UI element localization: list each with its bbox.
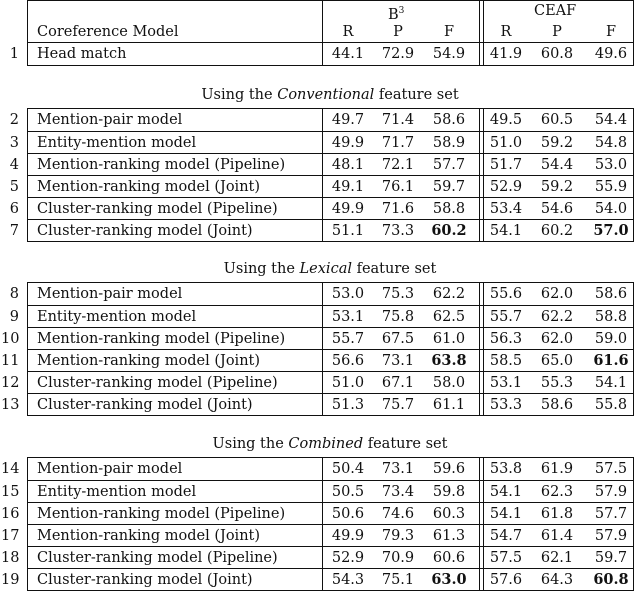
- score-cell: 55.3: [540, 375, 574, 391]
- b3-label: B: [388, 6, 399, 23]
- row-number: 7: [9, 223, 19, 239]
- table-row: [1, 393, 633, 415]
- results-block: [1, 282, 634, 416]
- b3-superscript: 3: [398, 6, 405, 16]
- score-cell: 55.7: [489, 309, 523, 325]
- title-feature-set: Lexical: [299, 261, 352, 277]
- score-cell: 65.0: [540, 353, 574, 369]
- model-name: Mention-ranking model (Joint): [37, 353, 261, 369]
- table-row: [9, 131, 633, 153]
- score-cell: 58.5: [489, 353, 523, 369]
- model-name: Entity-mention model: [37, 135, 197, 151]
- score-cell: 75.8: [381, 309, 415, 325]
- row-number: 18: [1, 550, 20, 566]
- score-cell: 61.0: [432, 331, 466, 347]
- score-cell: 53.8: [489, 461, 523, 477]
- score-cell: 55.8: [594, 397, 628, 413]
- score-cell: 49.9: [331, 135, 365, 151]
- score-cell: 58.8: [594, 309, 628, 325]
- model-name: Mention-pair model: [37, 461, 183, 477]
- score-cell: 54.4: [540, 157, 574, 173]
- score-cell: 73.1: [381, 353, 415, 369]
- score-cell: 62.2: [432, 286, 466, 302]
- row-number: 6: [9, 201, 19, 217]
- model-name: Cluster-ranking model (Pipeline): [37, 550, 278, 566]
- score-cell: 62.5: [432, 309, 466, 325]
- score-cell: 60.6: [432, 550, 466, 566]
- model-name: Mention-ranking model (Pipeline): [37, 331, 286, 347]
- col-header: F: [605, 24, 617, 40]
- score-cell: 54.4: [594, 112, 628, 128]
- score-cell: 58.6: [540, 397, 574, 413]
- ceaf-header: CEAF: [534, 3, 577, 19]
- score-cell: 52.9: [331, 550, 365, 566]
- score-cell: 56.3: [489, 331, 523, 347]
- score-cell: 53.1: [331, 309, 365, 325]
- score-cell: 51.0: [331, 375, 365, 391]
- score-cell: 64.3: [540, 572, 574, 588]
- section-title: [0, 436, 640, 452]
- model-name: Mention-ranking model (Pipeline): [37, 157, 286, 173]
- score-cell: 71.6: [381, 201, 415, 217]
- section-title: [0, 87, 640, 103]
- score-cell: 60.2: [431, 222, 467, 239]
- score-cell: 73.1: [381, 461, 415, 477]
- table-row: [9, 197, 633, 219]
- score-cell: 62.0: [540, 331, 574, 347]
- score-cell: 57.5: [489, 550, 523, 566]
- score-cell: 54.8: [594, 135, 628, 151]
- row-number: 8: [9, 286, 19, 302]
- row-number: 9: [9, 309, 19, 325]
- table-row: [9, 175, 633, 197]
- model-name: Mention-pair model: [37, 286, 183, 302]
- row-number: 13: [1, 397, 20, 413]
- row-number: 3: [9, 135, 19, 151]
- model-name: Cluster-ranking model (Joint): [37, 223, 253, 239]
- score-cell: 62.2: [540, 309, 574, 325]
- score-cell: 53.0: [331, 286, 365, 302]
- score-cell: 61.9: [540, 461, 574, 477]
- title-suffix: feature set: [374, 87, 459, 103]
- score-cell: 57.6: [489, 572, 523, 588]
- title-feature-set: Combined: [288, 436, 364, 452]
- score-cell: 53.3: [489, 397, 523, 413]
- section-title: [0, 261, 640, 277]
- col-header: P: [393, 24, 403, 40]
- score-cell: 62.1: [540, 550, 574, 566]
- table-row: [1, 349, 633, 371]
- table-row: [9, 283, 633, 305]
- score-cell: 54.7: [489, 528, 523, 544]
- table-row: [1, 327, 633, 349]
- results-block: [1, 457, 634, 591]
- model-name: Mention-ranking model (Pipeline): [37, 506, 286, 522]
- row-number: 12: [1, 375, 20, 391]
- score-cell: 53.0: [594, 157, 628, 173]
- score-cell: 61.3: [432, 528, 466, 544]
- row-number: 1: [9, 46, 19, 62]
- score-cell: 60.2: [540, 223, 574, 239]
- model-name: Cluster-ranking model (Pipeline): [37, 201, 278, 217]
- score-cell: 52.9: [489, 179, 523, 195]
- score-cell: 57.0: [593, 222, 629, 239]
- score-cell: 57.9: [594, 484, 628, 500]
- score-cell: 54.9: [432, 46, 466, 62]
- score-cell: 57.7: [594, 506, 628, 522]
- score-cell: 59.0: [594, 331, 628, 347]
- row-number: 4: [9, 157, 19, 173]
- score-cell: 49.5: [489, 112, 523, 128]
- score-cell: 51.3: [331, 397, 365, 413]
- score-cell: 70.9: [381, 550, 415, 566]
- score-cell: 51.7: [489, 157, 523, 173]
- score-cell: 74.6: [381, 506, 415, 522]
- row-number: 14: [1, 461, 20, 477]
- table-row: [1, 502, 633, 524]
- table-row: [9, 43, 633, 65]
- score-cell: 67.1: [381, 375, 415, 391]
- table-header: [27, 0, 634, 43]
- score-cell: 48.1: [331, 157, 365, 173]
- score-cell: 55.9: [594, 179, 628, 195]
- score-cell: 62.3: [540, 484, 574, 500]
- score-cell: 59.2: [540, 179, 574, 195]
- score-cell: 54.1: [594, 375, 628, 391]
- col-header: R: [342, 24, 354, 40]
- score-cell: 71.7: [381, 135, 415, 151]
- score-cell: 53.4: [489, 201, 523, 217]
- score-cell: 75.3: [381, 286, 415, 302]
- table-row: [1, 371, 633, 393]
- title-prefix: Using the: [201, 87, 278, 103]
- score-cell: 79.3: [381, 528, 415, 544]
- score-cell: 67.5: [381, 331, 415, 347]
- table-row: [1, 568, 633, 590]
- score-cell: 58.6: [432, 112, 466, 128]
- score-cell: 51.0: [489, 135, 523, 151]
- score-cell: 41.9: [489, 46, 523, 62]
- row-number: 15: [1, 484, 20, 500]
- score-cell: 73.3: [381, 223, 415, 239]
- col-header: R: [500, 24, 512, 40]
- score-cell: 50.4: [331, 461, 365, 477]
- table-row: [9, 305, 633, 327]
- score-cell: 59.6: [432, 461, 466, 477]
- table-row: [1, 458, 633, 480]
- score-cell: 71.4: [381, 112, 415, 128]
- model-name: Cluster-ranking model (Joint): [37, 397, 253, 413]
- score-cell: 61.1: [432, 397, 466, 413]
- row-number: 11: [1, 353, 20, 369]
- score-cell: 54.1: [489, 223, 523, 239]
- score-cell: 73.4: [381, 484, 415, 500]
- score-cell: 63.0: [431, 571, 467, 588]
- score-cell: 72.9: [381, 46, 415, 62]
- baseline-block: [9, 42, 634, 66]
- title-feature-set: Conventional: [277, 87, 375, 103]
- score-cell: 62.0: [540, 286, 574, 302]
- row-number: 10: [1, 331, 20, 347]
- model-name: Mention-ranking model (Joint): [37, 528, 261, 544]
- score-cell: 57.7: [432, 157, 466, 173]
- score-cell: 60.8: [540, 46, 574, 62]
- score-cell: 55.7: [331, 331, 365, 347]
- score-cell: 63.8: [431, 352, 467, 369]
- title-prefix: Using the: [212, 436, 289, 452]
- score-cell: 54.3: [331, 572, 365, 588]
- row-number: 19: [1, 572, 20, 588]
- title-suffix: feature set: [351, 261, 437, 277]
- score-cell: 72.1: [381, 157, 415, 173]
- score-cell: 55.6: [489, 286, 523, 302]
- model-name: Head match: [37, 46, 127, 62]
- score-cell: 54.1: [489, 506, 523, 522]
- row-number: 17: [1, 528, 20, 544]
- score-cell: 53.1: [489, 375, 523, 391]
- model-name: Mention-ranking model (Joint): [37, 179, 261, 195]
- score-cell: 49.1: [331, 179, 365, 195]
- results-block: [9, 108, 634, 242]
- score-cell: 54.0: [594, 201, 628, 217]
- col-header: F: [443, 24, 455, 40]
- score-cell: 57.5: [594, 461, 628, 477]
- table-row: [1, 546, 633, 568]
- model-name: Cluster-ranking model (Pipeline): [37, 375, 278, 391]
- model-name: Entity-mention model: [37, 309, 197, 325]
- score-cell: 49.9: [331, 201, 365, 217]
- score-cell: 44.1: [331, 46, 365, 62]
- table-row: [1, 480, 633, 502]
- score-cell: 50.6: [331, 506, 365, 522]
- score-cell: 59.7: [432, 179, 466, 195]
- score-cell: 61.6: [593, 352, 629, 369]
- table-row: [9, 109, 633, 131]
- score-cell: 75.7: [381, 397, 415, 413]
- table-row: [9, 219, 633, 241]
- score-cell: 61.8: [540, 506, 574, 522]
- model-name: Mention-pair model: [37, 112, 183, 128]
- score-cell: 75.1: [381, 572, 415, 588]
- score-cell: 58.0: [432, 375, 466, 391]
- score-cell: 54.6: [540, 201, 574, 217]
- score-cell: 61.4: [540, 528, 574, 544]
- score-cell: 58.9: [432, 135, 466, 151]
- score-cell: 49.9: [331, 528, 365, 544]
- title-prefix: Using the: [223, 261, 300, 277]
- score-cell: 59.8: [432, 484, 466, 500]
- table-row: [1, 524, 633, 546]
- title-suffix: feature set: [363, 436, 448, 452]
- score-cell: 57.9: [594, 528, 628, 544]
- score-cell: 60.5: [540, 112, 574, 128]
- row-number: 2: [9, 112, 19, 128]
- score-cell: 59.7: [594, 550, 628, 566]
- score-cell: 56.6: [331, 353, 365, 369]
- model-name: Entity-mention model: [37, 484, 197, 500]
- model-column-header: Coreference Model: [37, 24, 179, 40]
- model-name: Cluster-ranking model (Joint): [37, 572, 253, 588]
- score-cell: 49.7: [331, 112, 365, 128]
- score-cell: 54.1: [489, 484, 523, 500]
- row-number: 16: [1, 506, 20, 522]
- score-cell: 60.8: [593, 571, 629, 588]
- table-row: [9, 153, 633, 175]
- score-cell: 50.5: [331, 484, 365, 500]
- score-cell: 60.3: [432, 506, 466, 522]
- col-header: P: [552, 24, 562, 40]
- row-number: 5: [9, 179, 19, 195]
- score-cell: 76.1: [381, 179, 415, 195]
- score-cell: 58.6: [594, 286, 628, 302]
- score-cell: 51.1: [331, 223, 365, 239]
- score-cell: 49.6: [594, 46, 628, 62]
- score-cell: 58.8: [432, 201, 466, 217]
- score-cell: 59.2: [540, 135, 574, 151]
